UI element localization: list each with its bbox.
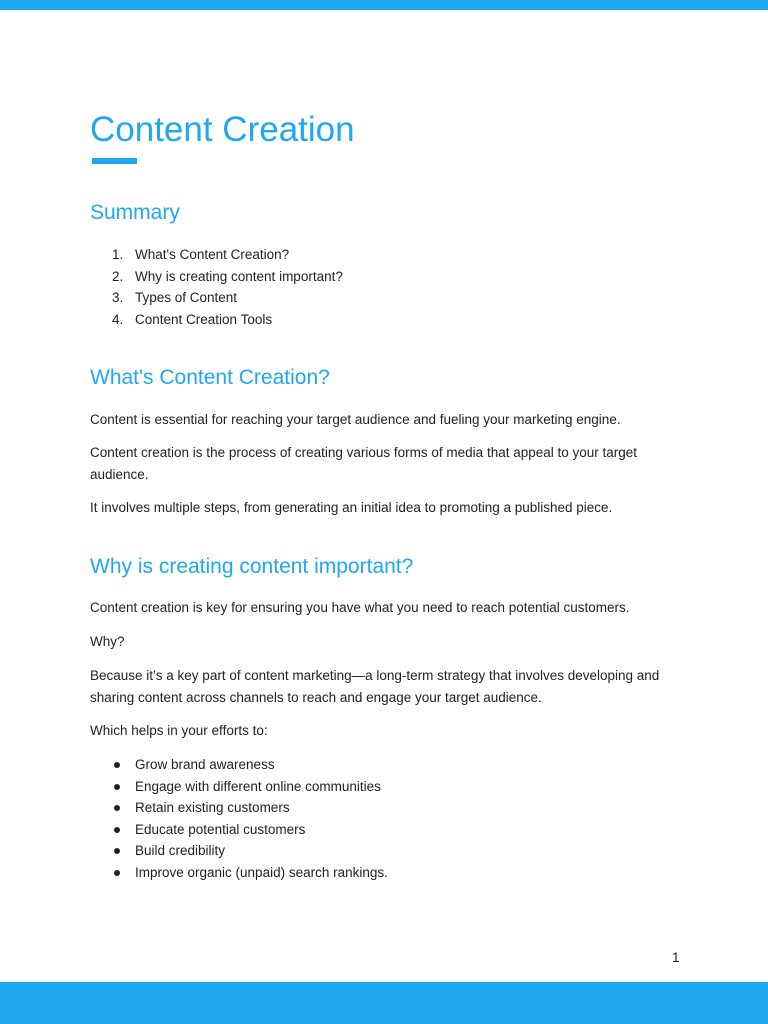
bullet-icon (114, 870, 120, 876)
bullet-icon (114, 805, 120, 811)
summary-heading: Summary (90, 201, 180, 224)
list-item (90, 862, 388, 884)
list-item (90, 819, 388, 841)
list-item-text: Educate potential customers (135, 821, 306, 837)
document-title: Content Creation (90, 110, 355, 149)
section-heading-what: What's Content Creation? (90, 366, 330, 389)
summary-item (90, 287, 343, 309)
list-item (90, 754, 388, 776)
paragraph: Which helps in your efforts to: (90, 723, 268, 738)
summary-item-text: What's Content Creation? (135, 247, 290, 262)
title-underline (92, 158, 137, 164)
list-item-text: Retain existing customers (135, 800, 290, 815)
summary-item (90, 266, 343, 288)
paragraph: Content creation is the process of creating various forms of media that appeal to your target audience. (90, 445, 638, 482)
summary-item-number: 3. (112, 290, 124, 305)
summary-item-number: 2. (112, 268, 124, 284)
summary-list (90, 244, 343, 330)
summary-item (90, 244, 343, 266)
list-item-text: Grow brand awareness (135, 757, 275, 772)
summary-item-text: Content Creation Tools (135, 311, 273, 327)
page-number: 1 (672, 950, 680, 965)
summary-item-text: Types of Content (135, 290, 238, 305)
list-item (90, 776, 388, 798)
list-item-text: Build credibility (135, 843, 226, 858)
list-item-text: Improve organic (unpaid) search rankings. (135, 864, 388, 880)
summary-item-text: Why is creating content important? (135, 268, 343, 284)
paragraph: Why? (90, 634, 125, 649)
paragraph: Content creation is key for ensuring you have what you need to reach potential customers. (90, 600, 630, 615)
paragraph: Because it’s a key part of content marketing—a long-term strategy that involves developing and sharing content across channels to reach and engage your target audience. (90, 668, 660, 705)
top-accent-bar (0, 0, 768, 10)
list-item-text: Engage with different online communities (135, 778, 381, 794)
paragraph: It involves multiple steps, from generating an initial idea to promoting a published piece. (90, 500, 613, 515)
bullet-icon (114, 848, 120, 854)
list-item (90, 840, 388, 862)
list-item (90, 797, 388, 819)
bottom-accent-bar (0, 982, 768, 1024)
bullet-icon (114, 762, 120, 768)
section-heading-why: Why is creating content important? (90, 555, 414, 578)
summary-item-number: 4. (112, 311, 124, 327)
summary-item (90, 309, 343, 331)
paragraph: Content is essential for reaching your target audience and fueling your marketing engine. (90, 412, 621, 427)
summary-item-number: 1. (112, 247, 124, 262)
benefits-list (90, 754, 388, 883)
bullet-icon (114, 827, 120, 833)
bullet-icon (114, 784, 120, 790)
